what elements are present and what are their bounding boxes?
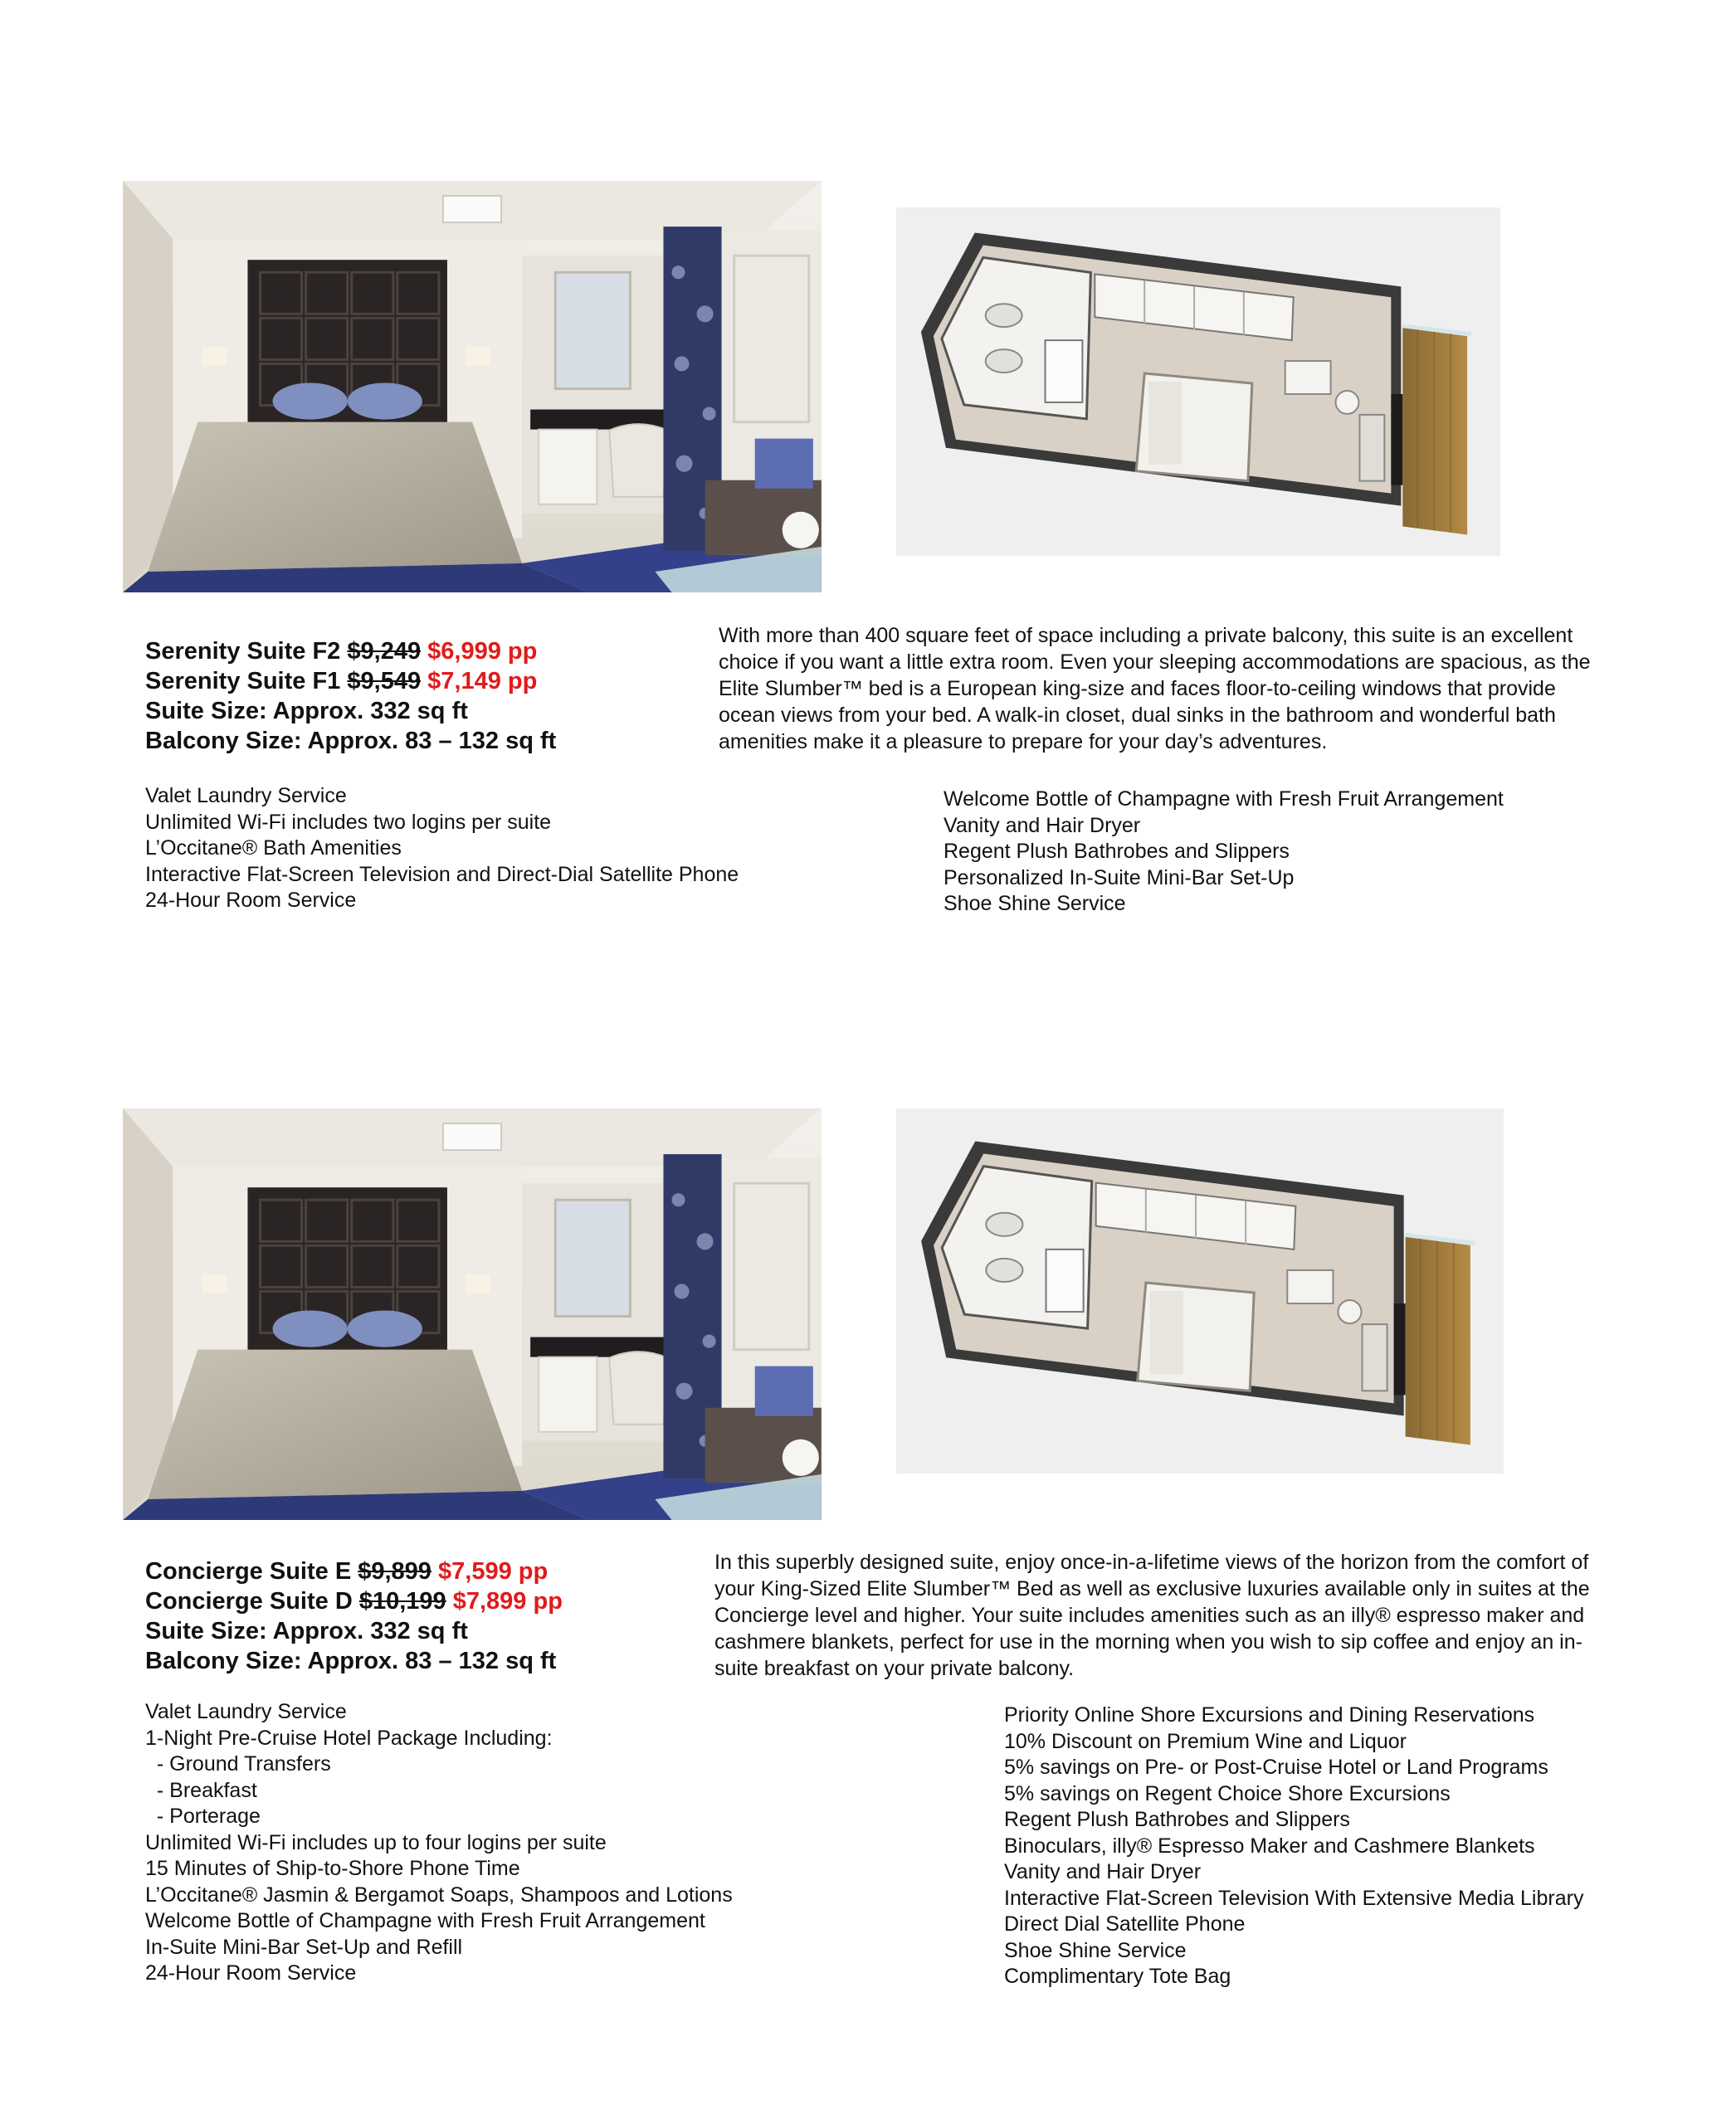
balcony-size: Balcony Size: Approx. 83 – 132 sq ft bbox=[145, 1648, 557, 1674]
concierge-suite-heading bbox=[145, 1556, 726, 1676]
concierge-amenities-left bbox=[145, 1699, 826, 1987]
amenity-item: L’Occitane® Jasmin & Bergamot Soaps, Shampoos and Lotions bbox=[145, 1883, 733, 1907]
serenity-amenities-left bbox=[145, 783, 826, 914]
serenity-suite-photo bbox=[123, 181, 822, 592]
amenity-item: - Breakfast bbox=[145, 1778, 257, 1802]
amenity-item: 5% savings on Regent Choice Shore Excursions bbox=[1004, 1781, 1451, 1805]
bedroom-image bbox=[123, 1108, 822, 1520]
serenity-amenities-right bbox=[944, 787, 1624, 918]
amenity-item: Unlimited Wi-Fi includes two logins per suite bbox=[145, 810, 552, 834]
amenity-item: L’Occitane® Bath Amenities bbox=[145, 836, 402, 860]
serenity-suite-floorplan bbox=[896, 207, 1500, 556]
amenity-item: Welcome Bottle of Champagne with Fresh Fruit Arrangement bbox=[944, 787, 1504, 811]
amenity-item: Regent Plush Bathrobes and Slippers bbox=[944, 840, 1290, 863]
suite-name: Serenity Suite F2 bbox=[145, 638, 341, 665]
amenity-item: Vanity and Hair Dryer bbox=[944, 813, 1141, 837]
suite-size: Suite Size: Approx. 332 sq ft bbox=[145, 698, 468, 724]
price-line-f1 bbox=[145, 666, 726, 696]
amenity-item: Complimentary Tote Bag bbox=[1004, 1965, 1231, 1988]
suite-name: Serenity Suite F1 bbox=[145, 668, 341, 694]
amenity-item: In-Suite Mini-Bar Set-Up and Refill bbox=[145, 1935, 463, 1959]
suite-name: Concierge Suite E bbox=[145, 1558, 352, 1585]
original-price: $9,899 bbox=[358, 1558, 432, 1585]
amenity-item: Unlimited Wi-Fi includes up to four logins per suite bbox=[145, 1830, 607, 1854]
sale-price: $7,149 pp bbox=[427, 668, 538, 694]
amenity-item: Interactive Flat-Screen Television With Extensive Media Library bbox=[1004, 1886, 1584, 1910]
price-line-f2 bbox=[145, 636, 726, 666]
suite-name: Concierge Suite D bbox=[145, 1588, 353, 1615]
balcony-size: Balcony Size: Approx. 83 – 132 sq ft bbox=[145, 728, 557, 754]
amenity-item: 10% Discount on Premium Wine and Liquor bbox=[1004, 1729, 1407, 1753]
amenity-item: Regent Plush Bathrobes and Slippers bbox=[1004, 1808, 1350, 1831]
sale-price: $7,599 pp bbox=[438, 1558, 549, 1585]
amenity-item: 15 Minutes of Ship-to-Shore Phone Time bbox=[145, 1857, 520, 1880]
serenity-suite-description: With more than 400 square feet of space including a private balcony, this suite is an excellent choice if you want a little extra room. Even your sleeping accommodations are spacious, as the Elite Slumber™ bed is a European king-size and faces floor-to-ceiling windows that provide ocean views from your bed. A walk-in closet, dual sinks in the bathroom and wonderful bath amenities make it a pleasure to prepare for your day’s adventures. bbox=[719, 624, 1591, 753]
price-line-e bbox=[145, 1556, 726, 1586]
amenity-item: 1-Night Pre-Cruise Hotel Package Including: bbox=[145, 1726, 553, 1750]
concierge-suite-photo bbox=[123, 1108, 822, 1520]
amenity-item: 5% savings on Pre- or Post-Cruise Hotel or Land Programs bbox=[1004, 1756, 1548, 1779]
amenity-item: Interactive Flat-Screen Television and Direct-Dial Satellite Phone bbox=[145, 862, 739, 886]
sale-price: $7,899 pp bbox=[452, 1588, 563, 1615]
concierge-amenities-right bbox=[1004, 1703, 1718, 1990]
original-price: $9,549 bbox=[347, 668, 422, 694]
amenity-item: - Ground Transfers bbox=[145, 1752, 331, 1776]
amenity-item: Valet Laundry Service bbox=[145, 1700, 347, 1723]
suite-size: Suite Size: Approx. 332 sq ft bbox=[145, 1618, 468, 1644]
bedroom-image bbox=[123, 181, 822, 592]
price-line-d bbox=[145, 1586, 726, 1616]
amenity-item: Valet Laundry Service bbox=[145, 784, 347, 807]
concierge-suite-description: In this superbly designed suite, enjoy once-in-a-lifetime views of the horizon from the comfort of your King-Sized Elite Slumber™ Bed as well as exclusive luxuries available only in suites at the Concierge level and higher. Your suite includes amenities such as an illy® espresso maker and cashmere blankets, perfect for use in the morning when you wish to sip coffee and enjoy an in-suite breakfast on your private balcony. bbox=[714, 1551, 1590, 1680]
amenity-item: Shoe Shine Service bbox=[1004, 1938, 1187, 1962]
amenity-item: Welcome Bottle of Champagne with Fresh Fruit Arrangement bbox=[145, 1909, 705, 1932]
amenity-item: Personalized In-Suite Mini-Bar Set-Up bbox=[944, 865, 1295, 889]
amenity-item: - Porterage bbox=[145, 1805, 261, 1828]
original-price: $9,249 bbox=[347, 638, 422, 665]
amenity-item: 24-Hour Room Service bbox=[145, 1961, 357, 1985]
amenity-item: 24-Hour Room Service bbox=[145, 889, 357, 912]
floorplan-image bbox=[896, 1108, 1504, 1474]
amenity-item: Priority Online Shore Excursions and Dining Reservations bbox=[1004, 1703, 1535, 1727]
amenity-item: Vanity and Hair Dryer bbox=[1004, 1860, 1202, 1883]
concierge-suite-floorplan bbox=[896, 1108, 1504, 1474]
amenity-item: Binoculars, illy® Espresso Maker and Cashmere Blankets bbox=[1004, 1834, 1535, 1858]
amenity-item: Shoe Shine Service bbox=[944, 892, 1126, 915]
serenity-suite-heading bbox=[145, 636, 726, 756]
floorplan-image bbox=[896, 207, 1500, 556]
original-price: $10,199 bbox=[358, 1588, 446, 1615]
amenity-item: Direct Dial Satellite Phone bbox=[1004, 1912, 1246, 1936]
sale-price: $6,999 pp bbox=[427, 638, 538, 665]
